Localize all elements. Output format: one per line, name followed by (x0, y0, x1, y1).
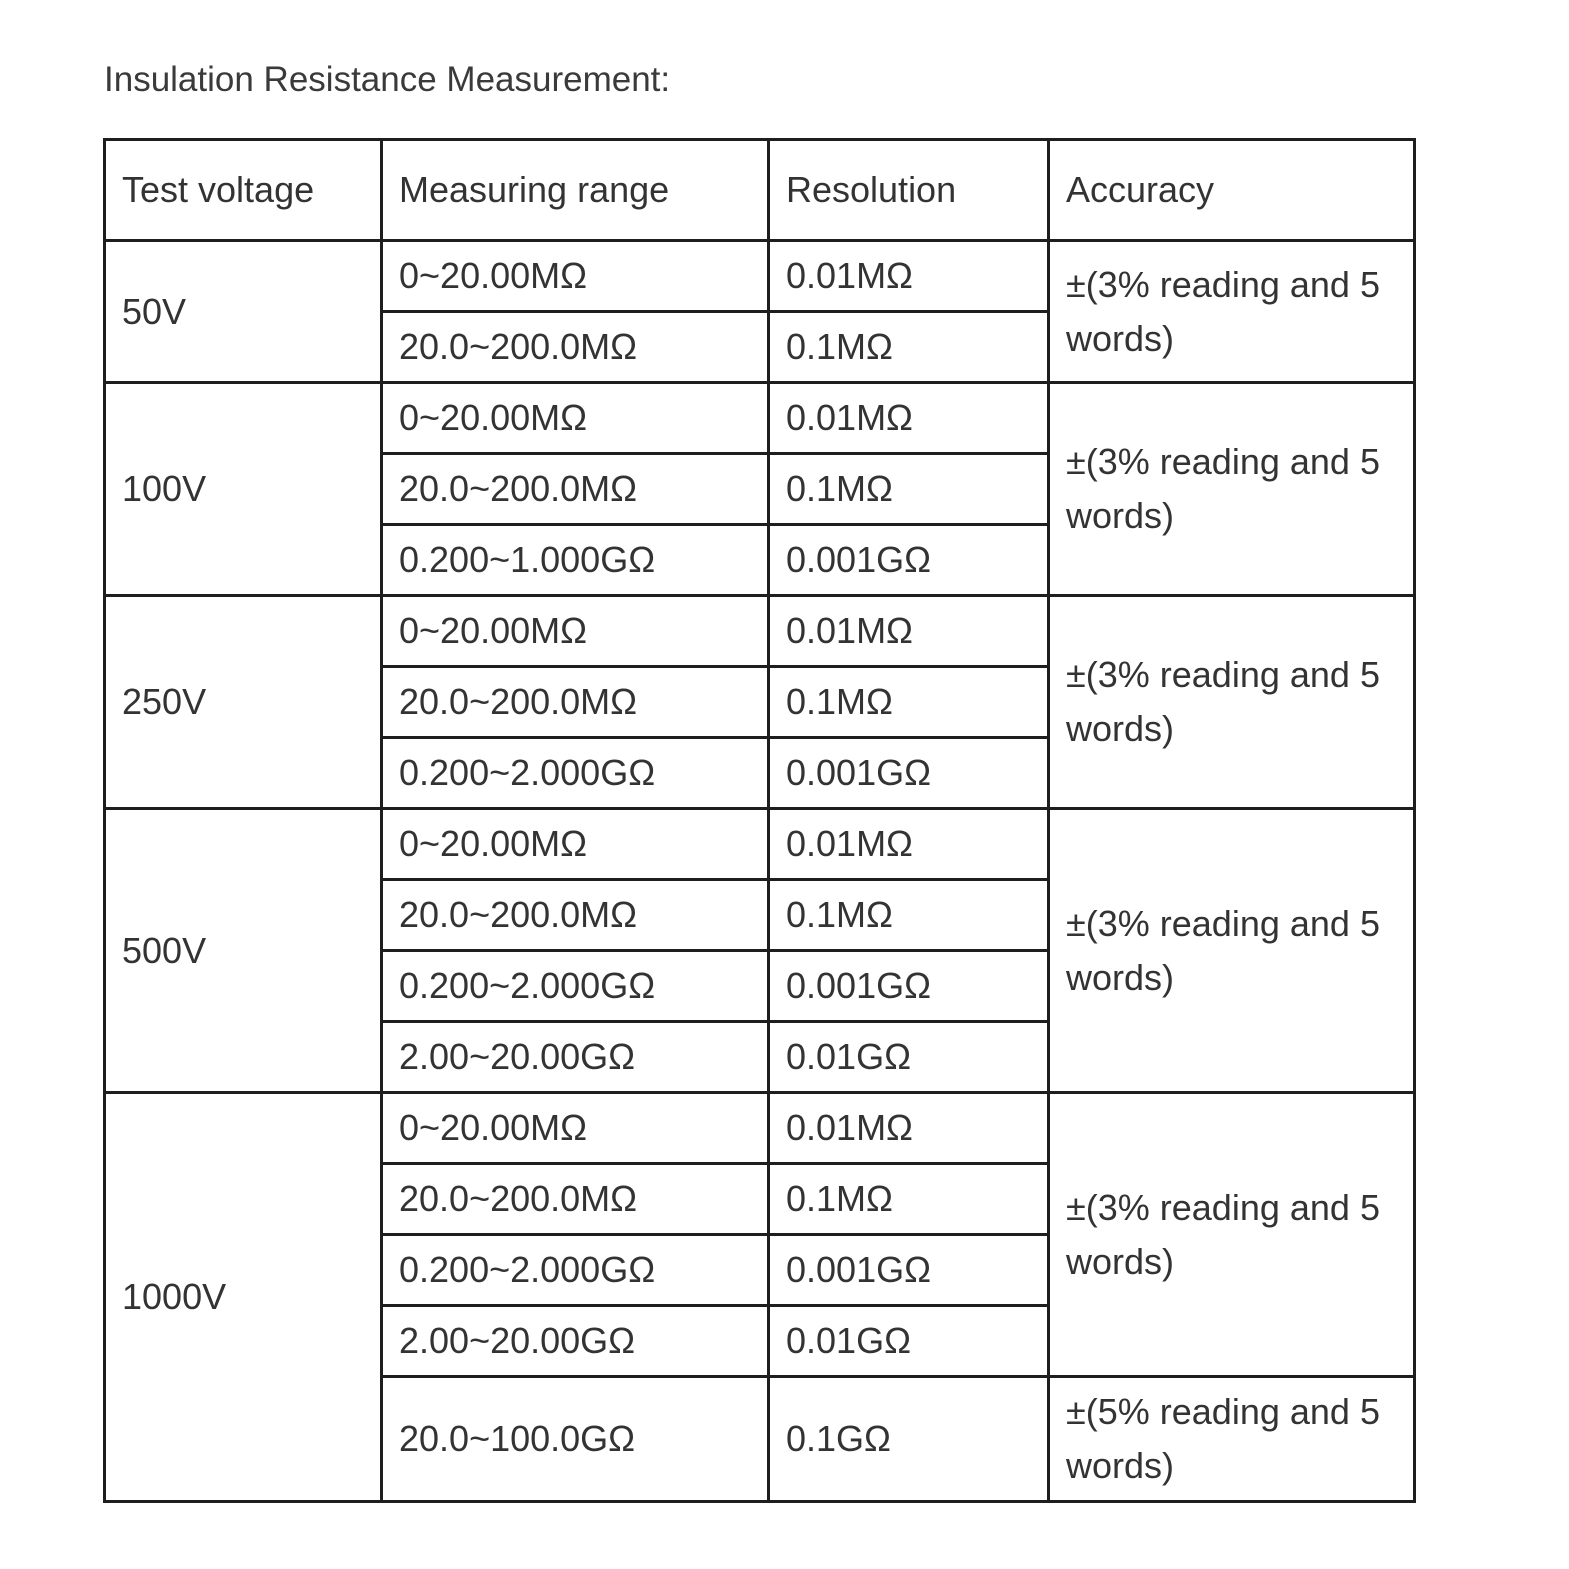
accuracy-cell: ±(3% reading and 5 words) (1049, 241, 1415, 383)
range-cell: 0.200~2.000GΩ (382, 738, 769, 809)
table-row (105, 241, 1415, 312)
accuracy-cell: ±(3% reading and 5 words) (1049, 1093, 1415, 1377)
range-cell: 0.200~1.000GΩ (382, 525, 769, 596)
table-row (105, 1093, 1415, 1164)
accuracy-cell: ±(3% reading and 5 words) (1049, 809, 1415, 1093)
range-cell: 20.0~200.0MΩ (382, 312, 769, 383)
resolution-cell: 0.001GΩ (769, 951, 1049, 1022)
resolution-cell: 0.001GΩ (769, 738, 1049, 809)
header-resolution: Resolution (769, 140, 1049, 241)
range-cell: 20.0~200.0MΩ (382, 667, 769, 738)
accuracy-cell: ±(5% reading and 5 words) (1049, 1377, 1415, 1502)
resolution-cell: 0.01GΩ (769, 1306, 1049, 1377)
header-test-voltage: Test voltage (105, 140, 382, 241)
range-cell: 0~20.00MΩ (382, 1093, 769, 1164)
resolution-cell: 0.01MΩ (769, 596, 1049, 667)
resolution-cell: 0.001GΩ (769, 525, 1049, 596)
range-cell: 2.00~20.00GΩ (382, 1022, 769, 1093)
range-cell: 0.200~2.000GΩ (382, 951, 769, 1022)
resolution-cell: 0.01MΩ (769, 383, 1049, 454)
table-row (105, 809, 1415, 880)
table-header-row (105, 140, 1415, 241)
range-cell: 0~20.00MΩ (382, 809, 769, 880)
accuracy-cell: ±(3% reading and 5 words) (1049, 596, 1415, 809)
range-cell: 20.0~100.0GΩ (382, 1377, 769, 1502)
resolution-cell: 0.01MΩ (769, 241, 1049, 312)
voltage-cell: 1000V (105, 1093, 382, 1502)
resolution-cell: 0.1MΩ (769, 667, 1049, 738)
voltage-cell: 100V (105, 383, 382, 596)
resolution-cell: 0.1MΩ (769, 454, 1049, 525)
range-cell: 0.200~2.000GΩ (382, 1235, 769, 1306)
range-cell: 20.0~200.0MΩ (382, 454, 769, 525)
range-cell: 0~20.00MΩ (382, 596, 769, 667)
table-row (105, 383, 1415, 454)
table-row (105, 596, 1415, 667)
resolution-cell: 0.01GΩ (769, 1022, 1049, 1093)
resolution-cell: 0.1GΩ (769, 1377, 1049, 1502)
resolution-cell: 0.001GΩ (769, 1235, 1049, 1306)
range-cell: 20.0~200.0MΩ (382, 880, 769, 951)
resolution-cell: 0.01MΩ (769, 809, 1049, 880)
voltage-cell: 250V (105, 596, 382, 809)
voltage-cell: 50V (105, 241, 382, 383)
header-accuracy: Accuracy (1049, 140, 1415, 241)
header-measuring-range: Measuring range (382, 140, 769, 241)
voltage-cell: 500V (105, 809, 382, 1093)
resolution-cell: 0.01MΩ (769, 1093, 1049, 1164)
resolution-cell: 0.1MΩ (769, 880, 1049, 951)
range-cell: 0~20.00MΩ (382, 383, 769, 454)
page-title: Insulation Resistance Measurement: (104, 60, 671, 99)
range-cell: 20.0~200.0MΩ (382, 1164, 769, 1235)
range-cell: 2.00~20.00GΩ (382, 1306, 769, 1377)
resolution-cell: 0.1MΩ (769, 1164, 1049, 1235)
range-cell: 0~20.00MΩ (382, 241, 769, 312)
accuracy-cell: ±(3% reading and 5 words) (1049, 383, 1415, 596)
resolution-cell: 0.1MΩ (769, 312, 1049, 383)
insulation-resistance-table (103, 138, 1416, 1503)
